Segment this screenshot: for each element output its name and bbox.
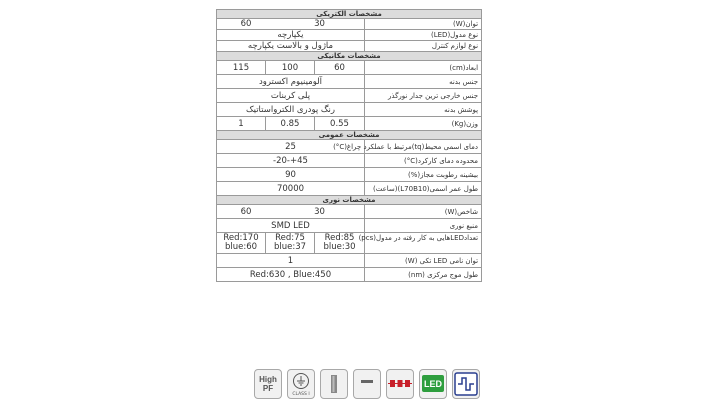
section-electrical: مشخصات الکتریکی: [217, 10, 482, 19]
source-power-value-60: 60: [240, 206, 252, 217]
power-label: توان(W): [365, 19, 482, 30]
source-power-label: شاخص(W): [365, 205, 482, 219]
led-count-value-1: Red:170 blue:60: [217, 233, 266, 254]
spec-table: [216, 9, 482, 282]
body-material-value: آلومینیوم اکسترود: [217, 75, 365, 89]
led-badge-icon: [419, 369, 447, 399]
led-power-value: 1: [217, 254, 365, 268]
source-power-values: [217, 205, 365, 219]
led-count-value-3: Red:85 blue:30: [315, 233, 365, 254]
body-coating-label: پوشش بدنه: [365, 103, 482, 117]
wavelength-label: طول موج مرکزی (nm): [365, 268, 482, 282]
section-mechanical: مشخصات مکانیکی: [217, 52, 482, 61]
class1-ground-icon: [287, 369, 315, 399]
wavelength-value: Red:630 , Blue:450: [217, 268, 365, 282]
outer-wall-label: جنس خارجی ترین جدار نورگذر: [365, 89, 482, 103]
nominal-temp-label: دمای اسمی محیط(tq)مرتبط با عملکرد چراغ(C°): [365, 140, 482, 154]
lifetime-label: طول عمر اسمی(L70B10)(ساعت): [365, 182, 482, 196]
wave-driver-icon: [452, 369, 480, 399]
class1-label: CLASS I: [292, 392, 310, 397]
outer-wall-value: پلی کربنات: [217, 89, 365, 103]
section-optical: مشخصات نوری: [217, 196, 482, 205]
bar-tube-icon: [320, 369, 348, 399]
dimensions-label: ابعاد(cm): [365, 61, 482, 75]
module-type-label: نوع مدول(LED): [365, 30, 482, 41]
section-general: مشخصات عمومی: [217, 131, 482, 140]
source-type-label: منبع نوری: [365, 219, 482, 233]
weight-label: وزن(Kg): [365, 117, 482, 131]
humidity-label: بیشینه رطوبت مجاز(%): [365, 168, 482, 182]
led-count-label: تعدادLEDهایی به کار رفته در مدول(pcs): [365, 233, 482, 254]
power-values: [217, 19, 365, 30]
dash-lamp-icon: [353, 369, 381, 399]
led-count-value-2: Red:75 blue:37: [266, 233, 315, 254]
module-type-value: یکپارچه: [217, 30, 365, 41]
dimension-value-100: 100: [266, 61, 315, 75]
led-chain-icon: [386, 369, 414, 399]
nominal-temp-value: 25: [217, 140, 365, 154]
dimension-value-60: 60: [315, 61, 365, 75]
svg-text:LED: LED: [424, 379, 442, 389]
temp-range-label: محدوده دمای کارکرد(C°): [365, 154, 482, 168]
temp-range-value: -20-+45: [217, 154, 365, 168]
led-power-label: توان نامی LED تکی (W): [365, 254, 482, 268]
dimension-value-115: 115: [217, 61, 266, 75]
weight-value-085: 0.85: [266, 117, 315, 131]
body-coating-value: رنگ پودری الکترواستاتیک: [217, 103, 365, 117]
humidity-value: 90: [217, 168, 365, 182]
lifetime-value: 70000: [217, 182, 365, 196]
source-type-value: SMD LED: [217, 219, 365, 233]
power-value-60: 60: [240, 19, 252, 29]
weight-value-055: 0.55: [315, 117, 365, 131]
weight-value-1: 1: [217, 117, 266, 131]
driver-type-value: ماژول و بالاست یکپارچه: [217, 41, 365, 52]
driver-type-label: نوع لوازم کنترل: [365, 41, 482, 52]
power-value-30: 30: [314, 19, 325, 29]
source-power-value-30: 30: [314, 206, 325, 217]
high-pf-icon: High PF: [254, 369, 282, 399]
body-material-label: جنس بدنه: [365, 75, 482, 89]
